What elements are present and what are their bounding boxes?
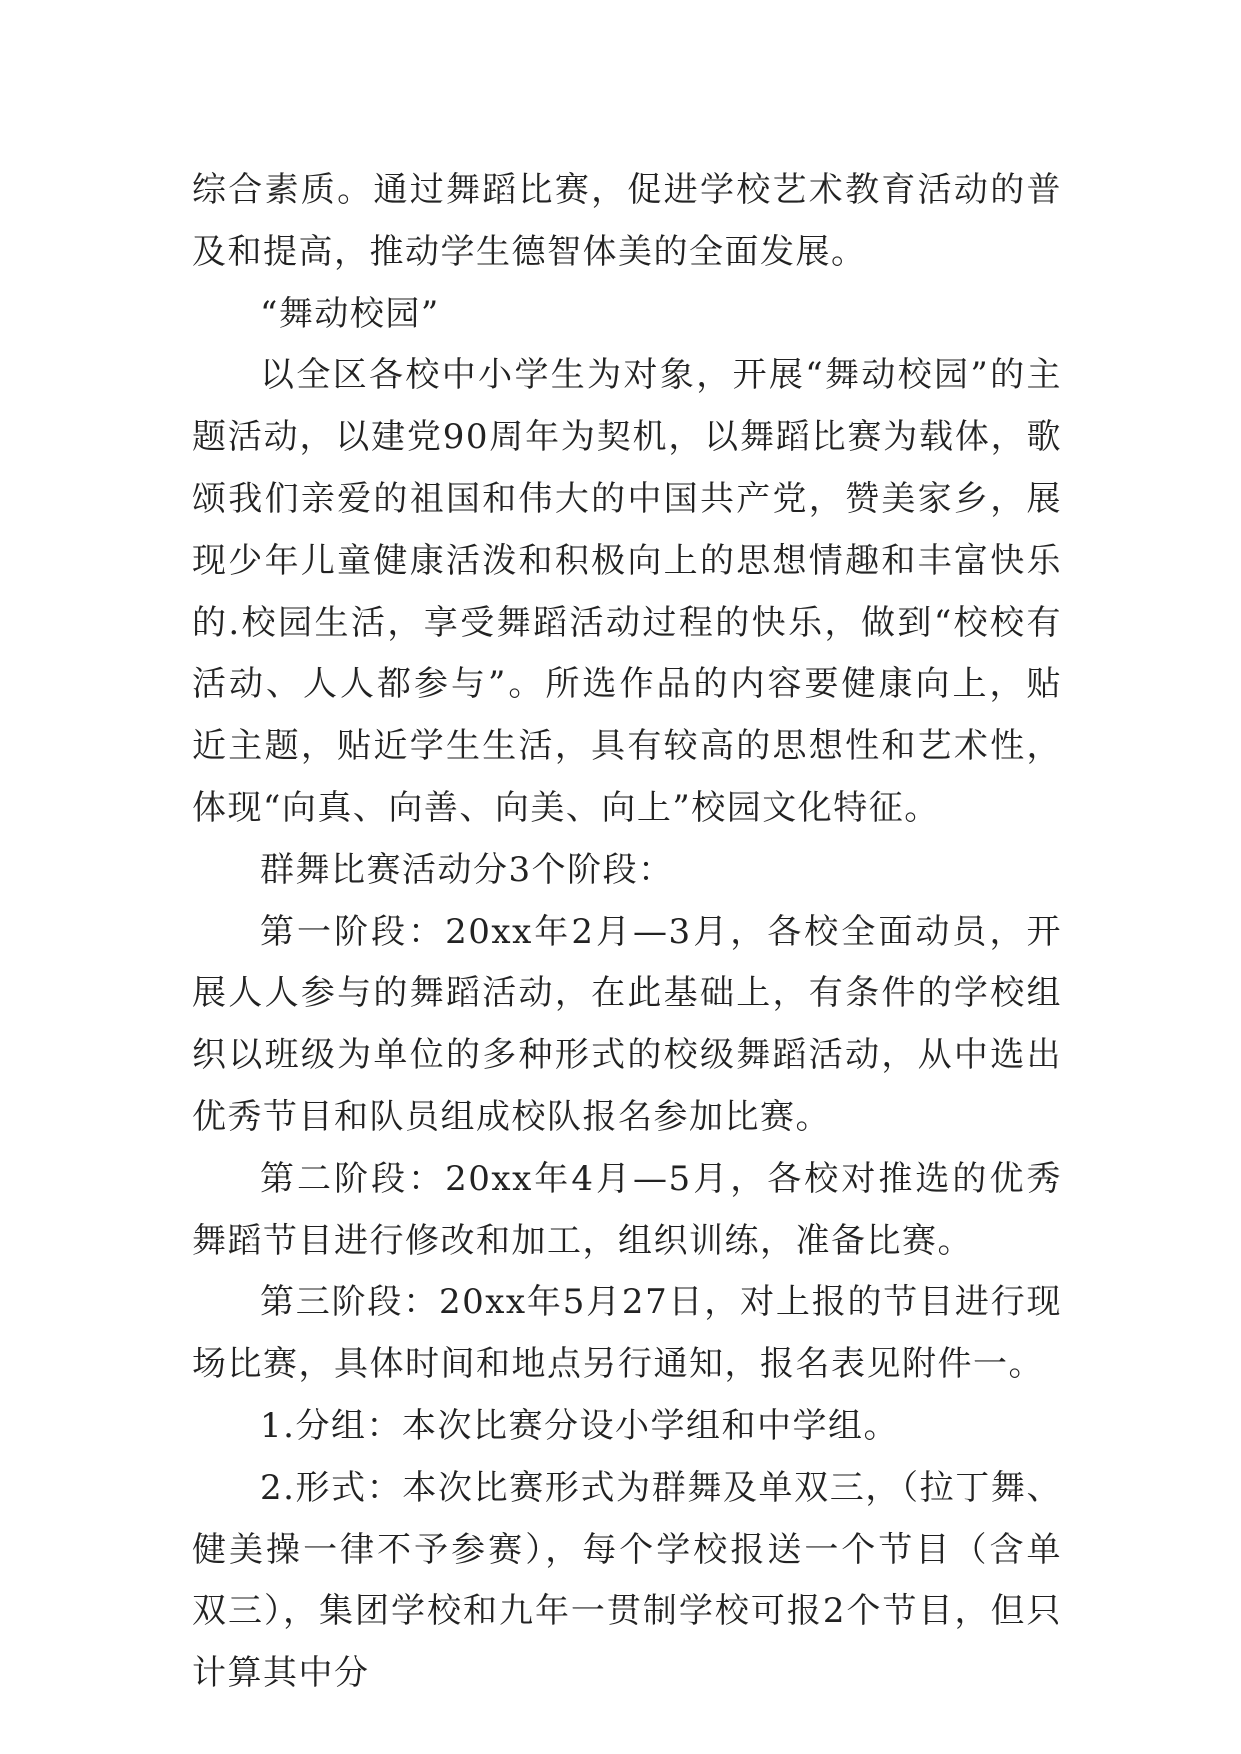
paragraph-format: 2.形式：本次比赛形式为群舞及单双三，（拉丁舞、健美操一律不予参赛），每个学校报送一个节目（含单双三），集团学校和九年一贯制学校可报2个节目，但只计算其中分 xyxy=(192,1467,1062,1694)
paragraph-stage-three: 第三阶段：20xx年5月27日，对上报的节目进行现场比赛，具体时间和地点另行通知，报名表见附件一。 xyxy=(192,1282,1062,1385)
paragraph-grouping: 1.分组：本次比赛分设小学组和中学组。 xyxy=(260,1405,899,1446)
paragraph-stage-two: 第二阶段：20xx年4月—5月，各校对推选的优秀舞蹈节目进行修改和加工，组织训练，准备比赛。 xyxy=(192,1158,1062,1261)
document-body xyxy=(192,160,1062,1705)
paragraph-stages-heading: 群舞比赛活动分3个阶段： xyxy=(260,849,674,890)
paragraph-intro-continued: 综合素质。通过舞蹈比赛，促进学校艺术教育活动的普及和提高，推动学生德智体美的全面发展。 xyxy=(192,170,1062,272)
paragraph-theme-title: “舞动校园” xyxy=(260,293,440,334)
paragraph-stage-one: 第一阶段：20xx年2月—3月，各校全面动员，开展人人参与的舞蹈活动，在此基础上，有条件的学校组织以班级为单位的多种形式的校级舞蹈活动，从中选出优秀节目和队员组成校队报名参加比赛。 xyxy=(192,911,1062,1137)
paragraph-theme-description: 以全区各校中小学生为对象，开展“舞动校园”的主题活动，以建党90周年为契机，以舞蹈比赛为载体，歌颂我们亲爱的祖国和伟大的中国共产党，赞美家乡，展现少年儿童健康活泼和积极向上的思想情趣和丰富快乐的.校园生活，享受舞蹈活动过程的快乐，做到“校校有活动、人人都参与”。所选作品的内容要健康向上，贴近主题，贴近学生生活，具有较高的思想性和艺术性，体现“向真、向善、向美、向上”校园文化特征。 xyxy=(192,355,1062,828)
